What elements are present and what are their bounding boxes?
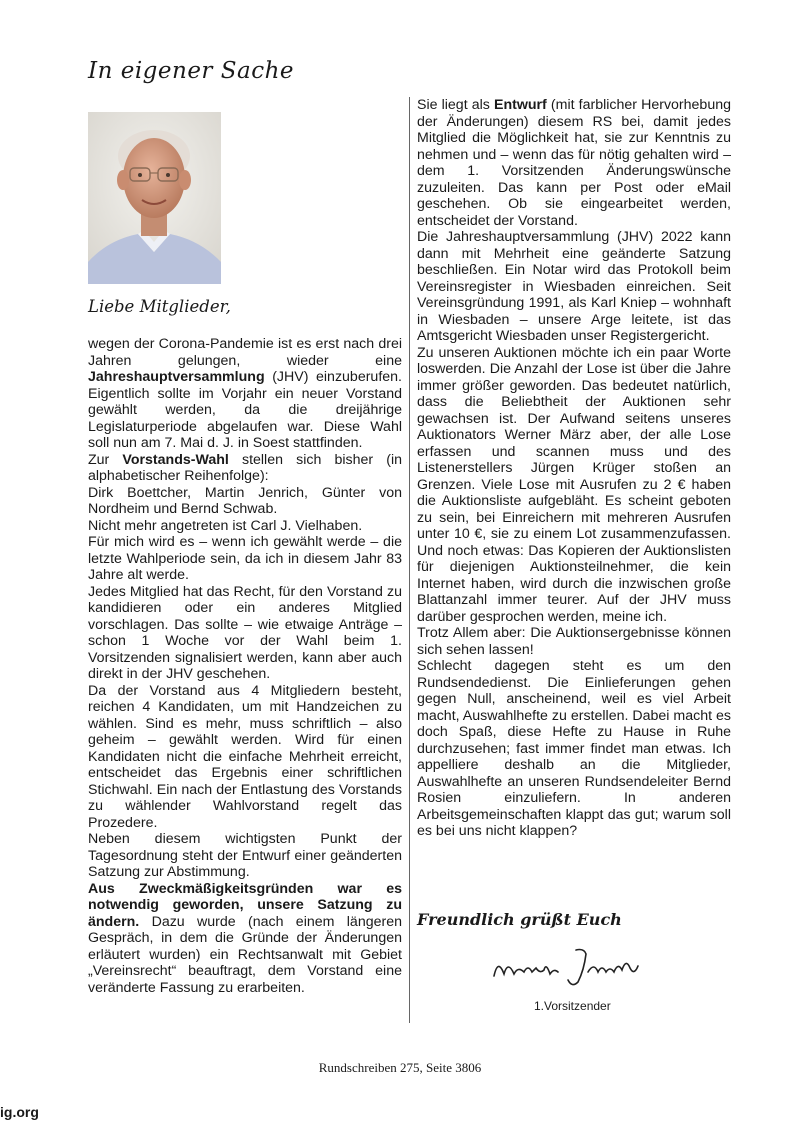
text-run: (mit farblicher Hervorhebung der Änderungen) diesem RS bei, damit jedes Mitglied die Möglichkeit hat, sie zur Kenntnis zu nehmen und – wenn das für nötig gehalten wird – dem 1. Vorsitzenden Änderungswünsche zuzuleiten. Das kann per Post oder eMail geschehen. Ob sie eingearbeitet werden, entscheidet der Vorstand. (417, 97, 731, 229)
paragraph: Zu unseren Auktionen möchte ich ein paar Worte loswerden. Die Anzahl der Lose ist über die Jahre immer größer geworden. Das bedeutet natürlich, dass die Beliebtheit der Auktionen sehr gewachsen ist. Der Aufwand seitens unseres Auktionators Werner März aber, der alle Lose erfassen und scannen muss und des Listenerstellers Jürgen Krüger stoßen an Grenzen. Viele Lose mit Ausrufen zu 2 € haben die Auktionsliste aufgebläht. Es scheint geboten zu sein, bei Einreichern mit mehreren Ausrufen unter 10 €, sie zu einem Lot zusammenzufassen. Und noch etwas: Das Kopieren der Auktionslisten für diejenigen Auktionsteilnehmer, die kein Internet haben, wird durch die inzwischen große Blattanzahl immer teurer. Auf der JHV muss darüber gesprochen werden, meine ich. (417, 344, 731, 625)
bold-text: Aus Zweckmäßigkeitsgründen war es notwendig geworden, unsere Satzung zu ändern. (88, 880, 402, 930)
bold-text: Jahreshauptversammlung (88, 369, 265, 385)
paragraph (88, 336, 402, 452)
right-text-column (417, 97, 731, 840)
text-run: Sie liegt als (417, 97, 494, 113)
bold-text: Vorstands-Wahl (122, 451, 229, 468)
text-run: stellen sich bisher (in alphabetischer Reihenfolge): (88, 451, 402, 484)
left-text-column (88, 336, 402, 996)
text-run: wegen der Corona-Pandemie ist es erst nach drei Jahren gelungen, wieder eine (88, 336, 402, 369)
handwritten-signature (488, 940, 648, 992)
portrait-image (88, 112, 221, 284)
paragraph (417, 97, 731, 229)
website-fragment: ig.org (0, 1104, 39, 1120)
paragraph: Jedes Mitglied hat das Recht, für den Vorstand zu kandidieren oder ein anderes Mitglied vorschlagen. Das sollte – wie etwaige Anträge – schon 1 Woche vor der Wahl beim 1. Vorsitzenden signalisiert werden, kann aber auch direkt in der JHV geschehen. (88, 583, 402, 682)
paragraph: Dirk Boettcher, Martin Jenrich, Günter von Nordheim und Bernd Schwab. (88, 484, 402, 517)
paragraph: Die Jahreshauptversammlung (JHV) 2022 kann dann mit Mehrheit eine geänderte Satzung beschließen. Ein Notar wird das Protokoll beim Vereinsregister in Wiesbaden einreichen. Seit Vereinsgründung 1991, als Karl Kniep – wohnhaft in Wiesbaden – unsere Arge leitete, ist das Amtsgericht Wiesbaden unser Registergericht. (417, 229, 731, 344)
column-divider (409, 97, 410, 1023)
text-run: Dazu wurde (nach einem längeren Gespräch, in dem die Gründe der Änderungen erläutert wurden) ein Rechtsanwalt mit Gebiet „Vereinsrecht“ beauftragt, dem Vorstand eine veränderte Fassung zu erarbeiten. (88, 913, 402, 996)
paragraph: Da der Vorstand aus 4 Mitgliedern besteht, reichen 4 Kandidaten, um mit Handzeichen zu wählen. Sind es mehr, muss schriftlich – also geheim – gewählt werden. Wird für einen Kandidaten nicht die einfache Mehrheit erreicht, entscheidet das Ergebnis einer schriftlichen Stichwahl. Ein nach der Entlastung des Vorstands zu wählender Wahlvorstand regelt das Prozedere. (88, 682, 402, 831)
paragraph: Schlecht dagegen steht es um den Rundsendedienst. Die Einlieferungen gehen gegen Null, anscheinend, weil es viel Arbeit macht, Auswahlhefte zu erstellen. Dabei macht es doch Spaß, diese Hefte zu Hause in Ruhe durchzusehen; fast immer findet man etwas. Ich appelliere deshalb an die Mitglieder, Auswahlhefte an unseren Rundsendeleiter Bernd Rosien einzuliefern. In anderen Arbeitsgemeinschaften klappt das gut; warum soll es bei uns nicht klappen? (417, 658, 731, 839)
page-footer: Rundschreiben 275, Seite 3806 (318, 1060, 482, 1075)
paragraph (88, 881, 402, 997)
paragraph (88, 452, 402, 485)
paragraph: Nicht mehr angetreten ist Carl J. Vielhaben. (88, 517, 363, 534)
signer-role: 1.Vorsitzender (534, 999, 611, 1013)
bold-text: Entwurf (493, 97, 547, 113)
paragraph: Neben diesem wichtigsten Punkt der Tagesordnung steht der Entwurf einer geänderten Satzung zur Abstimmung. (88, 831, 402, 880)
text-run: Zur (88, 451, 123, 468)
article-heading: In eigener Sache (88, 58, 295, 84)
salutation: Liebe Mitglieder, (88, 297, 231, 316)
text-run: (JHV) einzuberufen. Eigentlich sollte im Vorjahr ein neuer Vorstand gewählt werden, da die dreijährige Legislaturperiode abgelaufen war. Diese Wahl soll nun am 7. Mai d. J. in Soest stattfinden. (88, 369, 402, 451)
paragraph: Für mich wird es – wenn ich gewählt werde – die letzte Wahlperiode sein, da ich in diesem Jahr 83 Jahre alt werde. (88, 534, 402, 583)
paragraph: Trotz Allem aber: Die Auktionsergebnisse können sich sehen lassen! (417, 625, 731, 658)
closing-greeting: Freundlich grüßt Euch (417, 910, 622, 929)
author-portrait-photo (88, 112, 221, 284)
